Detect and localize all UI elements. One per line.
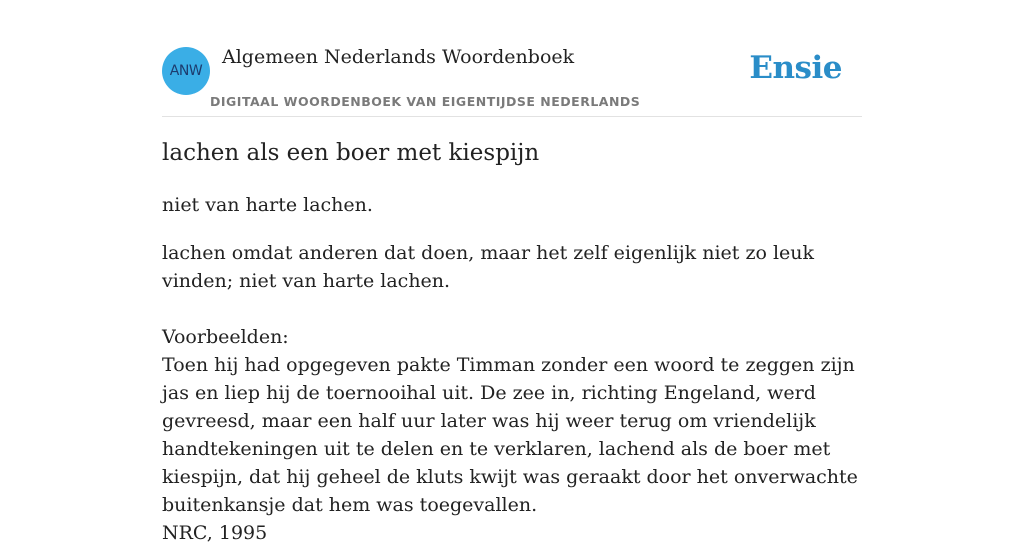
spacer [162, 295, 862, 323]
long-definition: lachen omdat anderen dat doen, maar het zelf eigenlijk niet zo leuk vinden; niet van harte lachen. [162, 242, 815, 292]
anw-logo[interactable] [162, 47, 210, 95]
site-subtitle: DIGITAAL WOORDENBOEK VAN EIGENTIJDSE NEDERLANDS [210, 94, 641, 109]
example-text: Toen hij had opgegeven pakte Timman zonder een woord te zeggen zijn jas en liep hij de toernooihal uit. De zee in, richting Engeland, werd gevreesd, maar een half uur later was hij weer terug om vriendelijk handtekeningen uit te delen en te verklaren, lachend als de boer met kiespijn, dat hij geheel de kluts kwijt was geraakt door het onverwachte buitenkansje dat hem was toegevallen. [162, 354, 858, 516]
definition-block [162, 239, 862, 547]
site-title[interactable]: Algemeen Nederlands Woordenboek [222, 46, 575, 68]
logo-text: ANW [169, 63, 203, 79]
example-source: NRC, 1995 [162, 522, 268, 544]
short-definition: niet van harte lachen. [162, 194, 373, 216]
examples-label: Voorbeelden: [162, 326, 289, 348]
ensie-brand-logo[interactable]: Ensie [749, 50, 842, 86]
entry-headword: lachen als een boer met kiespijn [162, 140, 540, 166]
page [162, 0, 862, 544]
site-header [162, 0, 862, 117]
